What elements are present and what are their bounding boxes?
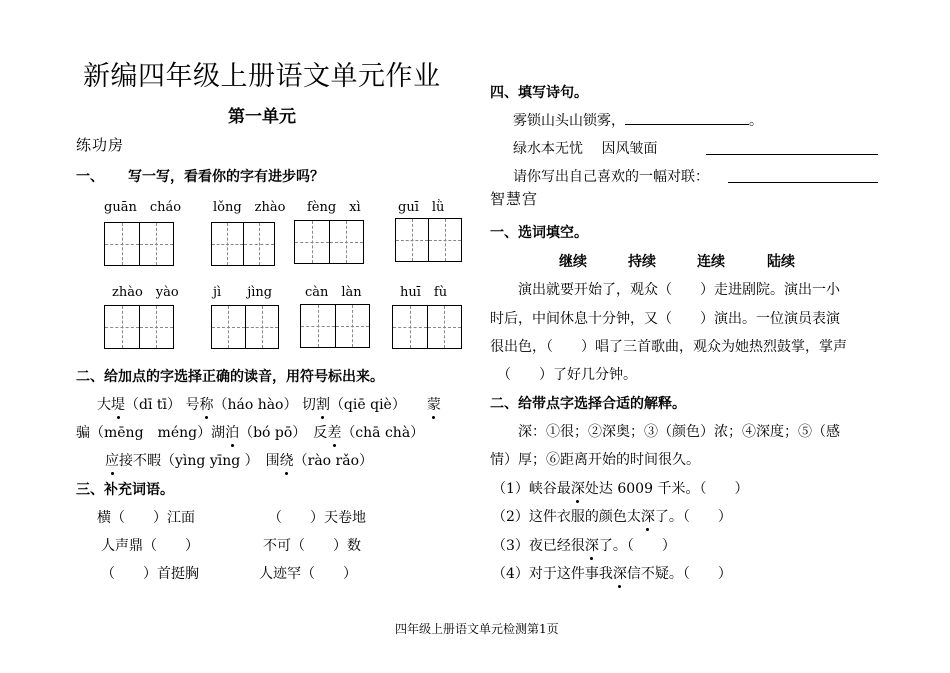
dotted-char: 深 (613, 563, 627, 583)
q1-number: 一、 (76, 169, 104, 185)
writing-grid[interactable] (395, 218, 462, 262)
idiom-3: 人声鼎（ ） (101, 538, 199, 554)
passage-line: 很出色，（ ）唱了三首歌曲，观众为她热烈鼓掌，掌声 (490, 339, 847, 355)
writing-grid[interactable] (104, 305, 174, 349)
q1-title: 写一写，看看你的字有进步吗？ (128, 169, 324, 185)
idiom-6: 人迹罕（ ） (259, 566, 357, 582)
dotted-char: 绕 (280, 450, 294, 470)
q5-title: 一、选词填空。 (490, 225, 588, 241)
unit-title: 第一单元 (228, 107, 296, 127)
dotted-char: 应 (105, 450, 119, 470)
q2-title: 二、给加点的字选择正确的读音，用符号标出来。 (76, 369, 384, 385)
passage-line: （ ）了好几分钟。 (497, 367, 637, 383)
dotted-char: 堤 (111, 394, 125, 414)
definition-line: 深：①很；②深奥；③（颜色）浓；④深度；⑤（感 (518, 424, 840, 440)
dotted-char: 差 (327, 422, 341, 442)
writing-grid[interactable] (392, 305, 462, 349)
idiom-4: 不可（ ）数 (263, 538, 361, 554)
passage-line: 时后，中间休息十分钟，又（ ）演出。一位演员表演 (490, 311, 840, 327)
dotted-char: 称 (199, 394, 213, 414)
blank-line[interactable] (625, 124, 749, 125)
q3-title: 三、补充词语。 (76, 482, 174, 498)
writing-grid[interactable] (211, 222, 275, 266)
dotted-char: 蒙 (427, 394, 441, 414)
pinyin-4: guī lǜ (398, 200, 445, 215)
definition-line: 情）厚；⑥距离开始的时间很久。 (490, 452, 700, 468)
poem-line-2: 绿水本无忧 因风皱面 (513, 141, 658, 157)
word-option: 连续 (697, 254, 725, 270)
idiom-1: 横（ ）江面 (97, 510, 195, 526)
pinyin-6: jì jìng (213, 285, 273, 300)
poem-line-1: 雾锁山头山锁雾， 。 (513, 113, 763, 129)
idiom-2: （ ）天卷地 (268, 510, 366, 526)
page-footer: 四年级上册语文单元检测第1页 (395, 622, 559, 636)
couplet-prompt: 请你写出自己喜欢的一幅对联： (513, 169, 709, 185)
sentence-item: （2）这件衣服的颜色太深了。（ ） (492, 506, 732, 526)
dotted-char: 深 (571, 478, 585, 498)
word-option: 陆续 (767, 254, 795, 270)
q2-line-1: 大堤（dī tī） 号称（háo hào） 切割（qiē qiè） 蒙 (97, 394, 441, 414)
dotted-char: 泊 (225, 422, 239, 442)
pinyin-2: lǒng zhào (213, 200, 286, 215)
word-option: 持续 (628, 254, 656, 270)
writing-grid[interactable] (300, 304, 370, 348)
word-option: 继续 (559, 254, 587, 270)
writing-grid[interactable] (211, 305, 279, 349)
writing-grid[interactable] (294, 220, 364, 264)
practice-label: 练功房 (76, 136, 125, 154)
writing-grid[interactable] (104, 222, 174, 266)
sentence-item: （3）夜已经很深了。（ ） (492, 535, 676, 555)
dotted-char: 深 (641, 506, 655, 526)
pinyin-5: zhào yào (112, 285, 179, 300)
page-title: 新编四年级上册语文单元作业 (83, 61, 441, 92)
dotted-char: 深 (585, 535, 599, 555)
q2-line-2: 骗（mēng méng）湖泊（bó pō） 反差（chā chà） (76, 422, 424, 442)
pinyin-8: huī fù (400, 285, 448, 300)
pinyin-1: guān cháo (104, 200, 182, 215)
pinyin-7: càn làn (305, 285, 362, 300)
pinyin-3: fèng xì (307, 200, 361, 215)
passage-line: 演出就要开始了，观众（ ）走进剧院。演出一小 (518, 282, 840, 298)
sentence-item: （1）峡谷最深处达 6009 千米。（ ） (492, 478, 748, 498)
dotted-char: 割 (316, 394, 330, 414)
blank-line[interactable] (706, 154, 878, 155)
sentence-item: （4）对于这件事我深信不疑。（ ） (492, 563, 732, 583)
q4-title: 四、填写诗句。 (490, 85, 588, 101)
blank-line[interactable] (728, 182, 878, 183)
q6-title: 二、给带点字选择合适的解释。 (490, 396, 686, 412)
wisdom-label: 智慧宫 (490, 190, 539, 208)
idiom-5: （ ）首挺胸 (101, 566, 199, 582)
q2-line-3: 应接不暇（yìng yīng ） 围绕（rào rǎo） (105, 450, 373, 470)
